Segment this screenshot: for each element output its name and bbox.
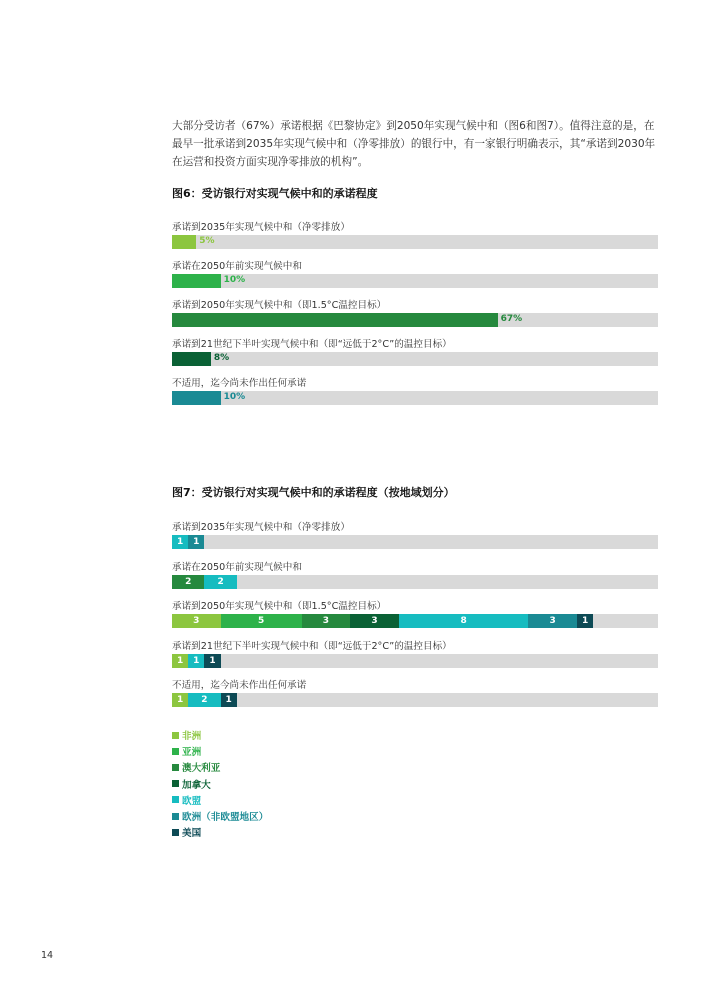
category-label: 承诺到21世纪下半叶实现气候中和（即“远低于2°C”的温控目标） bbox=[172, 640, 452, 652]
legend-swatch bbox=[172, 732, 179, 739]
figure7-legend bbox=[172, 727, 268, 840]
stacked-segment: 1 bbox=[172, 654, 188, 668]
legend-swatch bbox=[172, 796, 179, 803]
bar-value-label: 5% bbox=[199, 236, 215, 246]
stacked-segment: 8 bbox=[399, 614, 529, 628]
bar-value-label: 10% bbox=[223, 392, 246, 402]
chart-row bbox=[172, 297, 658, 336]
bar-value-label: 8% bbox=[213, 353, 230, 363]
legend-label: 澳大利亚 bbox=[182, 763, 221, 775]
stacked-segment: 1 bbox=[204, 654, 220, 668]
stacked-segment: 3 bbox=[350, 614, 399, 628]
legend-label: 美国 bbox=[182, 828, 202, 840]
category-label: 不适用，迄今尚未作出任何承诺 bbox=[172, 680, 307, 691]
stacked-segment: 1 bbox=[188, 654, 204, 668]
bar-value-label: 10% bbox=[223, 275, 246, 285]
bar-track bbox=[172, 575, 658, 589]
stacked-segment: 3 bbox=[302, 614, 351, 628]
bar-track bbox=[172, 614, 658, 628]
figure7-title: 图7：受访银行对实现气候中和的承诺程度（按地域划分） bbox=[172, 486, 455, 499]
page-number: 14 bbox=[41, 950, 54, 961]
intro-paragraph: 大部分受访者（67%）承诺根据《巴黎协定》到2050年实现气候中和（图6和图7）。值得注意的是，在最早一批承诺到2035年实现气候中和（净零排放）的银行中，有一家银行明确表示，其“承诺到2030年在运营和投资方面实现净零排放的机构”。 bbox=[172, 120, 656, 168]
bar bbox=[172, 235, 196, 249]
bar-track bbox=[172, 535, 658, 549]
stacked-segment: 1 bbox=[172, 693, 188, 707]
chart-row bbox=[172, 559, 658, 599]
bar-track bbox=[172, 693, 658, 707]
stacked-segment: 5 bbox=[221, 614, 302, 628]
category-label: 承诺到2035年实现气候中和（净零排放） bbox=[172, 222, 350, 233]
stacked-segment: 3 bbox=[528, 614, 577, 628]
legend-label: 亚洲 bbox=[182, 747, 202, 759]
category-label: 承诺到2050年实现气候中和（即1.5°C温控目标） bbox=[172, 601, 387, 612]
category-label: 不适用，迄今尚未作出任何承诺 bbox=[172, 378, 307, 389]
chart-row bbox=[172, 677, 658, 716]
legend-item bbox=[172, 808, 268, 824]
bar-track bbox=[172, 352, 658, 366]
figure7-stacked-bar-chart bbox=[172, 519, 658, 716]
stacked-segment: 1 bbox=[577, 614, 593, 628]
stacked-segment: 1 bbox=[221, 693, 237, 707]
bar bbox=[172, 313, 498, 327]
bar-track bbox=[172, 313, 658, 327]
figure6-title: 图6：受访银行对实现气候中和的承诺程度 bbox=[172, 187, 378, 200]
bar-track bbox=[172, 654, 658, 668]
chart-row bbox=[172, 336, 658, 375]
bar-value-label: 67% bbox=[500, 314, 523, 324]
category-label: 承诺到2035年实现气候中和（净零排放） bbox=[172, 522, 350, 533]
figure6-bar-chart bbox=[172, 219, 658, 414]
bar bbox=[172, 391, 221, 405]
legend-item bbox=[172, 743, 268, 759]
legend-label: 欧洲（非欧盟地区） bbox=[182, 812, 269, 824]
legend-swatch bbox=[172, 748, 179, 755]
legend-item bbox=[172, 759, 268, 775]
stacked-segment: 1 bbox=[172, 535, 188, 549]
bar-track bbox=[172, 391, 658, 405]
category-label: 承诺在2050年前实现气候中和 bbox=[172, 261, 302, 272]
legend-item bbox=[172, 824, 268, 840]
legend-swatch bbox=[172, 780, 179, 787]
legend-swatch bbox=[172, 764, 179, 771]
legend-swatch bbox=[172, 829, 179, 836]
legend-swatch bbox=[172, 813, 179, 820]
chart-row bbox=[172, 219, 658, 258]
stacked-segment: 2 bbox=[204, 575, 236, 589]
legend-item bbox=[172, 776, 268, 792]
legend-label: 非洲 bbox=[182, 731, 202, 743]
bar-track bbox=[172, 274, 658, 288]
legend-label: 加拿大 bbox=[182, 779, 211, 791]
chart-row bbox=[172, 375, 658, 414]
stacked-segment: 2 bbox=[172, 575, 204, 589]
stacked-segment: 3 bbox=[172, 614, 221, 628]
stacked-segment: 1 bbox=[188, 535, 204, 549]
bar bbox=[172, 274, 221, 288]
bar-track bbox=[172, 235, 658, 249]
legend-item bbox=[172, 792, 268, 808]
chart-row bbox=[172, 598, 658, 638]
legend-label: 欧盟 bbox=[182, 795, 202, 807]
chart-row bbox=[172, 519, 658, 559]
category-label: 承诺到2050年实现气候中和（即1.5°C温控目标） bbox=[172, 300, 387, 311]
chart-row bbox=[172, 258, 658, 297]
chart-row bbox=[172, 638, 658, 678]
category-label: 承诺到21世纪下半叶实现气候中和（即“远低于2°C”的温控目标） bbox=[172, 339, 452, 350]
stacked-segment: 2 bbox=[188, 693, 220, 707]
category-label: 承诺在2050年前实现气候中和 bbox=[172, 561, 302, 573]
legend-item bbox=[172, 727, 268, 743]
bar bbox=[172, 352, 211, 366]
